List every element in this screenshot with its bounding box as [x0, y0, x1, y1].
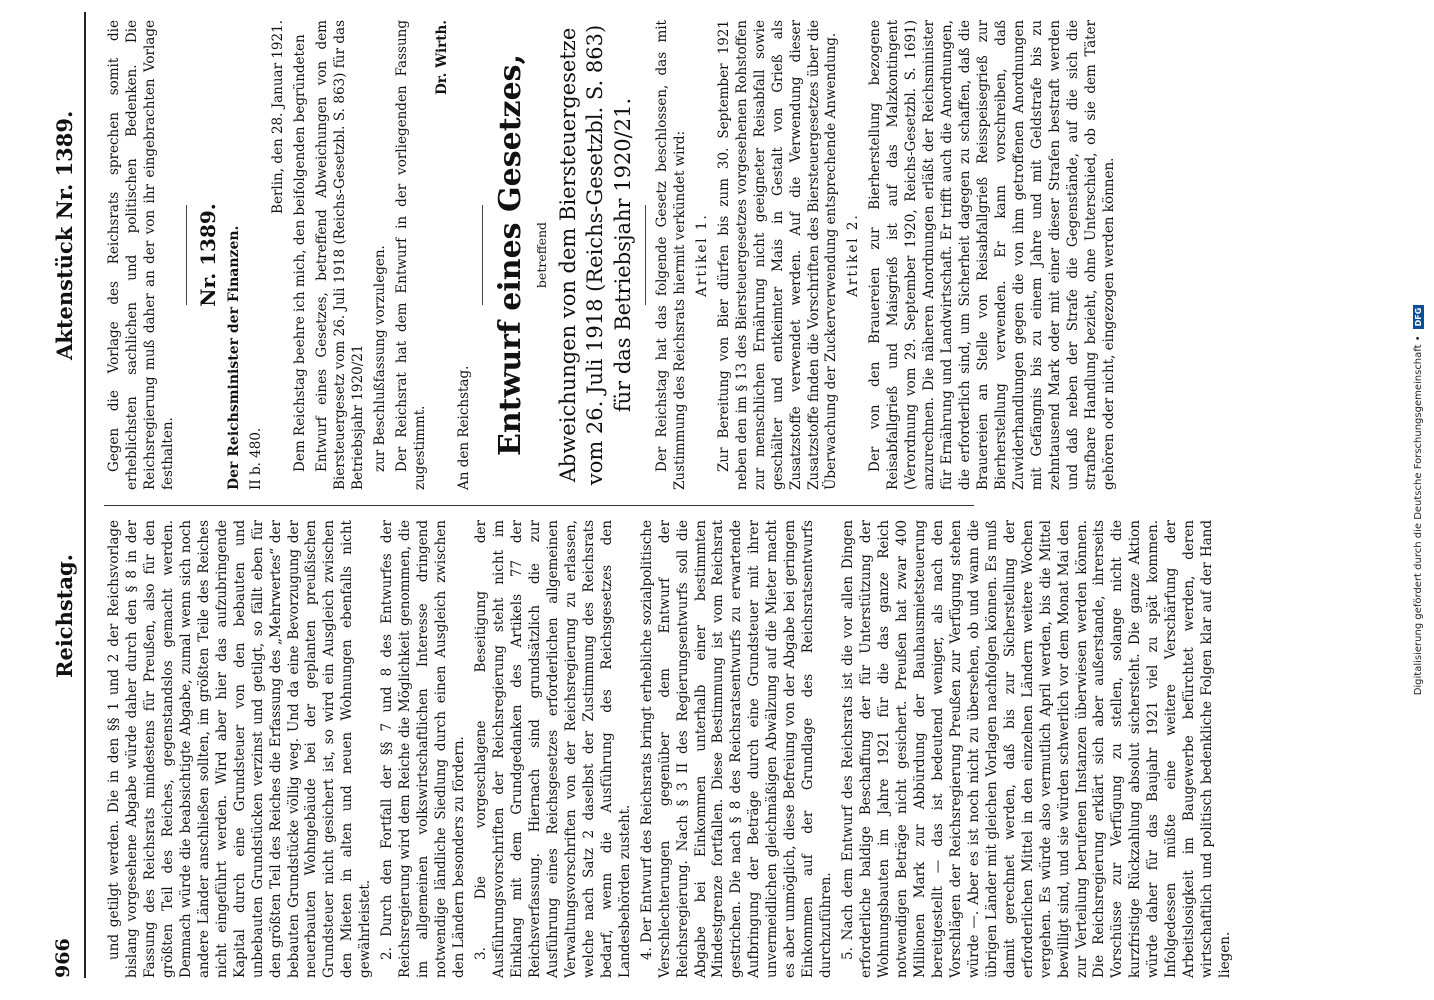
column-divider [104, 505, 974, 506]
article-1-heading: Artikel 1. [693, 213, 710, 297]
running-header: Reichstag. [52, 554, 77, 678]
document-number: Nr. 1389. [195, 203, 220, 307]
paragraph: 3. Die vorgeschlagene Beseitigung der Ausführungsvorschriften der Reichsregierung steht nicht im Einklang mit dem Grundgedanken des Artikels 77 der Reichsverfassung. Hiernach sind grundsätzlich die zur Ausführung eines Reichsgesetzes erforderlichen allgemeinen Verwaltungsvorschriften von der Reichsregierung zu erlassen, welche nach Satz 2 daselbst der Zustimmung des Reichsrats bedarf, wenn die Ausführung des Reichsgesetzes den Landesbehörden zusteht. [473, 520, 633, 978]
draft-title: Entwurf eines Gesetzes, [492, 53, 528, 457]
letter-date: Berlin, den 28. Januar 1921. [269, 20, 286, 214]
addressee: An den Reichstag. [455, 365, 472, 490]
signature: Dr. Wirth. [433, 20, 450, 95]
draft-subtitle: Abweichungen von dem Biersteuergesetze vom 26. Juli 1918 (Reichs-Gesetzbl. S. 863) für das Betriebsjahr 1920/21. [556, 24, 635, 486]
minister-heading: Der Reichsminister der Finanzen. [226, 225, 243, 490]
paragraph: und getilgt werden. Die in den §§ 1 und 2 der Reichsvorlage bislang vorgesehene Abgabe würde daher durch den § 8 in der Fassung des Reichsrats mindestens für Preußen, also für den größten Teil des Reiches, gegenstandslos gemacht werden. Demnach würde die beabsichtigte Abgabe, zumal wenn sich noch andere Länder anschließen sollten, im größten Teile des Reiches nicht eingeführt werden. Wird aber hier das aufzubringende Kapital durch eine Grundsteuer von den bebauten und unbebauten Grundstücken verzinst und getilgt, so fällt eben für den größten Teil des Reiches die Erfassung des „Mehrwertes“ der bebauten Grundstücke völlig weg. Und da eine Bevorzugung der neuerbauten Wohngebäude bei der geplanten preußischen Grundsteuer nicht gesichert ist, so wird ein Ausgleich zwischen den Mieten in alten und neuen Wohnungen ebenfalls nicht gewährleistet. [106, 520, 374, 978]
separator-rule [482, 205, 483, 305]
article-2-text: Der von den Brauereien zur Bierherstellung bezogene Reisabfallgrieß und Maisgrieß ist auf das Malzkontingent (Verordnung vom 29. September 1920, Reichs-Gesetzbl. S. 1691) anzurechnen. Die näheren Anordnungen erläßt der Reichsminister für Ernährung und Landwirtschaft. Er trifft auch die Anordnungen, die erforderlich sind, um Sicherheit dagegen zu schaffen, daß die Brauereien an Stelle von Reisabfallgrieß Reisspeisegrieß zur Bierherstellung verwenden. Er kann vorschreiben, daß Zuwiderhandlungen gegen die von ihm getroffenen Anordnungen mit Gefängnis bis zu einem Jahre und mit Geldstrafe bis zu zehntausend Mark oder mit einer dieser Strafen bestraft werden und daß neben der Strafe die Gegenstände, auf die sich die strafbare Handlung bezieht, ohne Unterschied, ob sie dem Täter gehören oder nicht, eingezogen werden können. [867, 20, 1117, 490]
reichsrat-note: Der Reichsrat hat dem Entwurf in der vorliegenden Fassung zugestimmt. [393, 20, 428, 490]
separator-rule [645, 205, 646, 305]
letter-end: zur Beschlußfassung vorzulegen. [371, 245, 388, 472]
article-2-heading: Artikel 2. [845, 213, 862, 297]
page-number: 966 [52, 938, 74, 978]
digitization-credit [1411, 120, 1425, 880]
paragraph: 4. Der Entwurf des Reichsrats bringt erhebliche sozialpolitische Verschlechterungen gegenüber dem Entwurf der Reichsregierung. Nach § 3 II des Regierungsentwurfs soll die Abgabe bei Einkommen unterhalb einer bestimmten Mindestgrenze fortfallen. Diese Bestimmung ist vom Reichsrat gestrichen. Die nach § 8 des Reichsratsentwurfs zu erwartende Aufbringung der Beträge durch eine Grundsteuer mit ihrer unvermeidlichen gleichmäßigen Abwälzung auf die Mieter macht es aber unmöglich, diese Befreiung von der Abgabe bei geringem Einkommen auf der Grundlage des Reichsratsentwurfs durchzuführen. [638, 520, 835, 978]
document-number-header: Aktenstück Nr. 1389. [52, 110, 77, 360]
paragraph: 2. Durch den Fortfall der §§ 7 und 8 des Entwurfes der Reichsregierung wird dem Reiche die Möglichkeit genommen, die im allgemeinen volkswirtschaftlichen Interesse dringend notwendige ländliche Siedlung durch einen Ausgleich zwischen den Ländern besonders zu fördern. [379, 520, 468, 978]
header-rule [84, 12, 86, 978]
right-column [106, 20, 1306, 490]
paragraph: 5. Nach dem Entwurf des Reichsrats ist die vor allen Dingen erforderliche baldige Beschaffung der für Unterstützung der Wohnungsbauten im Jahre 1921 für die das ganze Reich notwendigen Beträge nicht gesichert. Preußen hat zwar 400 Millionen Mark zur Abbürdung der Bauhausmietsteuerung bereitgestellt — das ist bedeutend weniger, als nach den Vorschlägen der Reichsregierung Preußen zur Verfügung stehen würde —. Aber es ist noch nicht zu übersehen, ob und wann die übrigen Länder mit gleichen Vorlagen nachfolgen können. Es muß damit gerechnet werden, daß bis zur Sicherstellung der erforderlichen Mittel in den einzelnen Ländern weitere Wochen vergehen. Es würde also vermutlich April werden, bis die Mittel bewilligt sind, und sie würden schwerlich vor dem Monat Mai den zur Verteilung berufenen Instanzen überwiesen werden können. Die Reichsregierung erklärt sich aber außerstande, ihrerseits Vorschüsse zur Verfügung zu stellen, solange nicht die kurzfristige Rückzahlung absolut sichersteht. Die ganze Aktion würde daher für das Baujahr 1921 viel zu spät kommen. Infolgedessen müßte eine weitere Verschärfung der Arbeitslosigkeit im Baugewerbe befürchtet werden, deren wirtschaftlich und politisch bedenkliche Folgen klar auf der Hand liegen. [840, 520, 1234, 978]
paragraph: Gegen die Vorlage des Reichsrats sprechen somit die erheblichsten sachlichen und politischen Bedenken. Die Reichsregierung muß daher an der von ihr eingebrachten Vorlage festhalten. [106, 20, 176, 490]
article-1-text: Zur Bereitung von Bier dürfen bis zum 30. September 1921 neben den im § 13 des Biersteuergesetzes vorgesehenen Rohstoffen zur menschlichen Ernährung nicht geeigneter Reisabfall sowie geschälter und entkeimter Mais in Gestalt von Grieß als Zusatzstoffe verwendet werden. Auf die Verwendung dieser Zusatzstoffe finden die Vorschriften des Biersteuergesetzes über die Überwachung der Zuckerverwendung entsprechende Anwendung. [715, 20, 840, 490]
funding-note: Digitalisierung gefördert durch die Deutsche Forschungsgemeinschaft • [1412, 335, 1424, 696]
letter-text: Dem Reichstag beehre ich mich, den beifolgenden begründeten [291, 34, 308, 472]
separator-rule [186, 205, 187, 305]
draft-betreffend: betreffend [534, 221, 550, 289]
left-column [106, 520, 1234, 978]
letter-quote: Entwurf eines Gesetzes, betreffend Abweichungen von dem Biersteuergesetz vom 26. Juli 1918 (Reichs-Gesetzbl. S. 863) für das Betriebsjahr 1920/21 [313, 20, 366, 490]
dfg-logo: DFG [1413, 305, 1424, 330]
enactment-clause: Der Reichstag hat das folgende Gesetz beschlossen, das mit Zustimmung des Reichsrats hiermit verkündet wird: [653, 20, 688, 490]
reference-number: II b. 480. [248, 427, 265, 490]
